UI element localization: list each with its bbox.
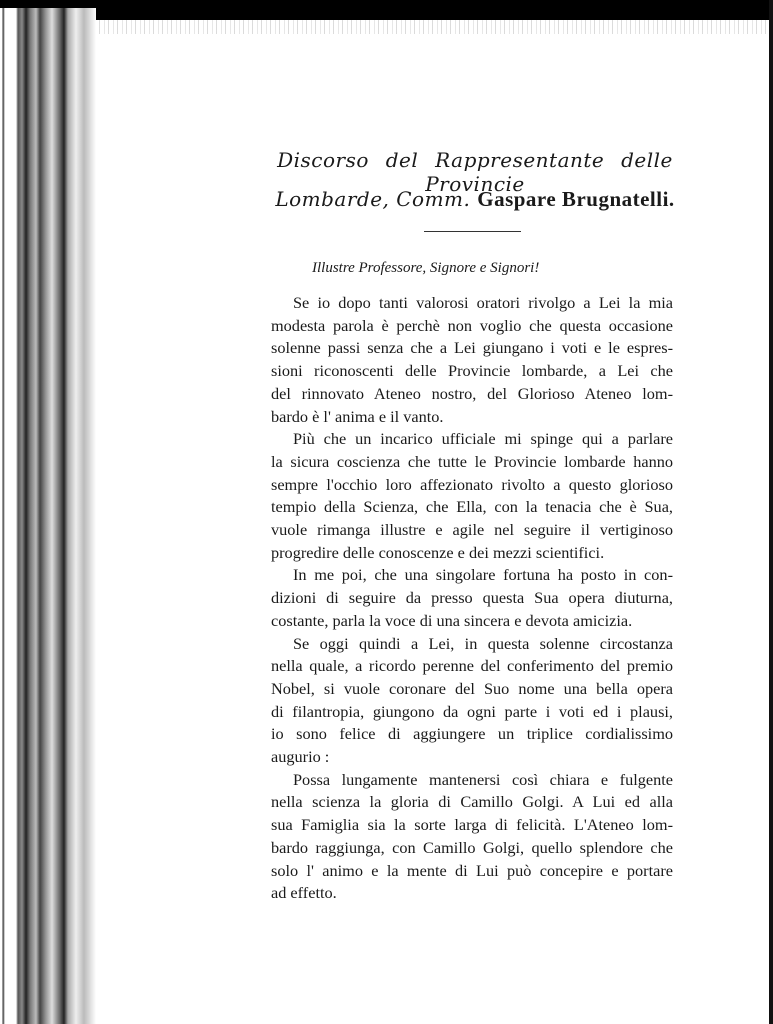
text-line: la sicura coscienza che tutte le Provincie lombarde hanno [271,451,673,471]
text-line: Se oggi quindi a Lei, in questa solenne circostanza [293,633,673,653]
speech-title-line2 [260,187,690,212]
text-line: di filantropia, giungono da ogni parte i voti ed i plausi, [271,701,673,721]
text-line: solenne passi senza che a Lei giungano i voti e le espres- [271,338,673,358]
text-line: del rinnovato Ateneo nostro, del Glorioso Ateneo lom- [271,383,673,403]
text-line: nella scienza la gloria di Camillo Golgi. A Lui ed alla [271,792,673,812]
text-line: dizioni di seguire da presso questa Sua opera diuturna, [271,588,673,608]
text-line: sioni riconoscenti delle Provincie lombarde, a Lei che [271,361,673,381]
text-line: augurio : [271,747,330,767]
scan-top-edge [0,0,773,20]
title-divider [424,231,521,232]
text-line: vuole rimanga illustre e agile nel seguire il vertiginoso [271,520,673,540]
text-line: tempio della Scienza, che Ella, con la tenacia che è Sua, [271,497,673,517]
speech-title-italic: Lombarde, Comm. [275,187,471,211]
speaker-name: Gaspare Brugnatelli. [477,187,675,211]
text-line: Più che un incarico ufficiale mi spinge qui a parlare [293,429,673,449]
text-line: sua Famiglia sia la sorte larga di felicità. L'Ateneo lom- [271,815,673,835]
text-line: sempre l'occhio loro affezionato rivolto a questo glorioso [271,474,673,494]
scan-noise [95,20,773,34]
text-line: Possa lungamente mantenersi così chiara e fulgente [293,769,673,789]
text-line: ad effetto. [271,883,337,903]
scan-right-edge [769,0,773,1024]
text-line: costante, parla la voce di una sincera e devota amicizia. [271,610,633,630]
speech-title-line1: Discorso del Rappresentante delle Provincie [277,148,673,196]
text-line: In me poi, che una singolare fortuna ha posto in con- [293,565,673,585]
text-line: Se io dopo tanti valorosi oratori rivolgo a Lei la mia [293,293,673,312]
text-line: io sono felice di aggiungere un triplice cordialissimo [271,724,673,744]
book-binding-edge [0,8,96,1024]
text-line: Nobel, si vuole coronare del Suo nome una bella opera [271,678,673,698]
text-line: modesta parola è perchè non voglio che questa occasione [271,315,673,335]
salutation: Illustre Professore, Signore e Signori! [312,260,540,276]
text-line: bardo è l' anima e il vanto. [271,406,444,426]
text-line: progredire delle conoscenze e dei mezzi scientifici. [271,542,605,562]
text-line: nella quale, a ricordo perenne del conferimento del premio [271,656,673,676]
text-line: solo l' animo e la mente di Lui può concepire e portare [271,860,673,880]
speech-body [271,292,673,905]
text-line: bardo raggiunga, con Camillo Golgi, quello splendore che [271,837,673,857]
